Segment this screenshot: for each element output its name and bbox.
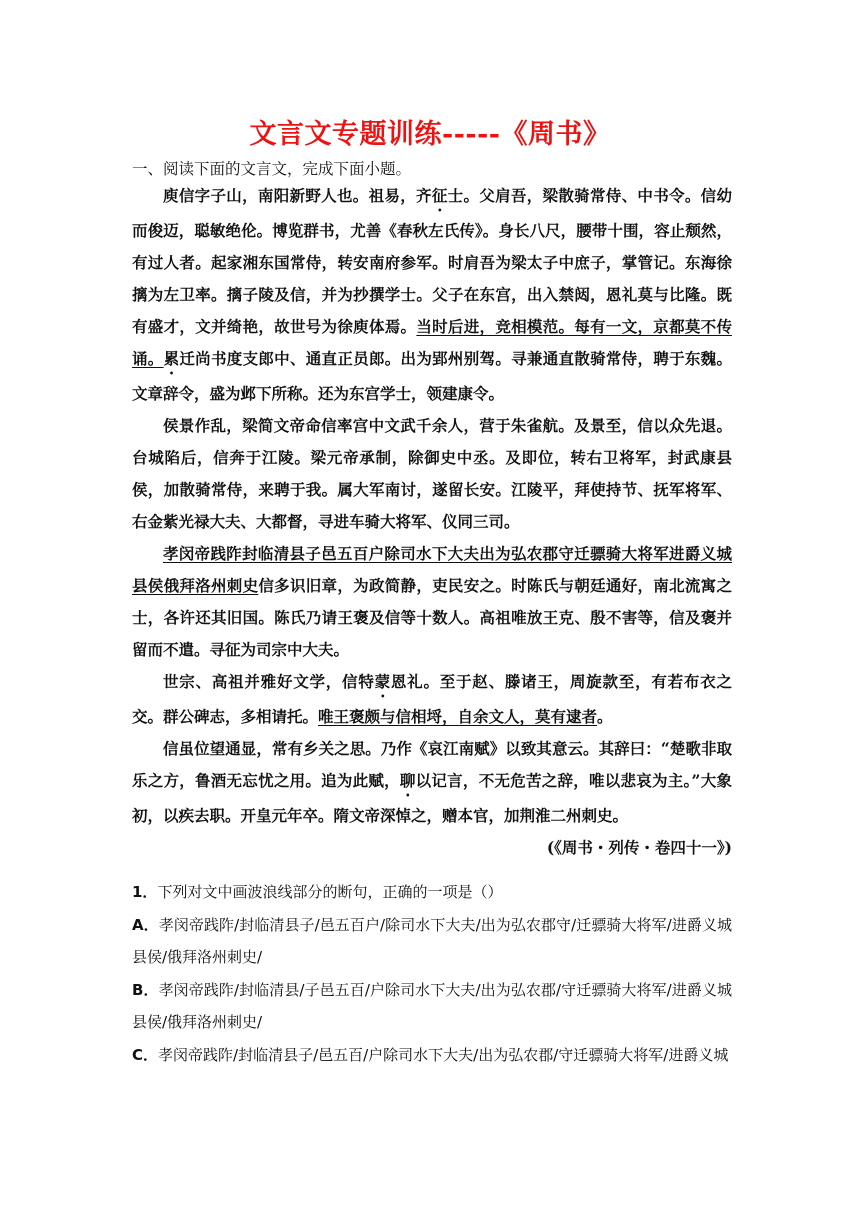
question-block — [132, 876, 732, 1071]
emphasized-char: 蒙 — [374, 672, 391, 691]
question-1 — [132, 876, 732, 909]
text-span: 以记言，不无危苦之辞，唯以悲哀为主。”大象初，以疾去职。开皇元年卒。隋文帝深悼之，赠本官，加荆淮二州刺史。 — [132, 771, 732, 825]
option-b — [132, 974, 732, 1039]
option-label: B． — [132, 980, 159, 999]
option-label: A． — [132, 915, 159, 934]
option-c — [132, 1039, 732, 1072]
passage-text — [132, 180, 732, 864]
passage-source: (《周书・列传・卷四十一》) — [546, 838, 732, 857]
option-text: 孝闵帝践阼/封临清县子/邑五百户/除司水下大夫/出为弘农郡守/迁骠骑大将军/进爵义城县侯/俄拜洛州刺史/ — [132, 915, 733, 966]
option-a — [132, 909, 732, 974]
emphasized-char: 征 — [431, 186, 448, 205]
document-title: 文言文专题训练-----《周书》 — [249, 119, 611, 150]
text-span: 迁尚书度支郎中、通直正员郎。出为郢州别驾。寻兼通直散骑常侍，聘于东魏。文章辞令，盛为邺下所称。还为东宫学士，领建康令。 — [132, 349, 732, 403]
text-span: 。 — [597, 707, 613, 726]
text-span: 恩礼。至于赵、滕诸王，周旋款至，有若布衣之交。群公碑志，多相请托。 — [132, 672, 732, 726]
text-span: 信多识旧章，为政简静，吏民安之。时陈氏与朝廷通好，南北流寓之士，各许还其旧国。陈氏乃请王褒及信等十数人。高祖唯放王克、殷不害等，信及褒并留而不遣。寻征为司宗中大夫。 — [132, 576, 732, 659]
passage-paragraph-2: 侯景作乱，梁简文帝命信率宫中文武千余人，营于朱雀航。及景至，信以众先退。台城陷后，信奔于江陵。梁元帝承制，除御史中丞。及即位，转右卫将军，封武康县侯，加散骑常侍，来聘于我。属大军南讨，遂留长安。江陵平，拜使持节、抚军将军、右金紫光禄大夫、大都督，寻进车骑大将军、仪同三司。 — [132, 416, 732, 531]
underlined-sentence: 唯王褒颇与信相埒，自余文人，莫有逮者 — [318, 707, 598, 726]
passage-paragraph-1 — [132, 180, 732, 410]
question-stem: 下列对文中画波浪线部分的断句，正确的一项是（） — [157, 883, 503, 901]
text-span: 庾信字子山，南阳新野人也。祖易，齐 — [163, 186, 432, 205]
section-heading: 一、阅读下面的文言文，完成下面小题。 — [132, 160, 412, 178]
text-span: 士。父肩吾，梁散骑常侍、中书令。信幼而俊迈，聪敏绝伦。博览群书，尤善《春秋左氏传》。身长八尺，腰带十围，容止颓然，有过人者。起家湘东国常侍，转安南府参军。时肩吾为梁太子中庶子，掌管记。东海徐摛为左卫率。摛子陵及信，并为抄撰学士。父子在东宫，出入禁闼，恩礼莫与比隆。既有盛才，文并绮艳，故世号为徐庾体焉。 — [132, 186, 732, 336]
text-span: 信虽位望通显，常有乡关之思。乃作《哀江南赋》以致其意云。其辞曰：“楚歌非取乐之方，鲁酒无忘忧之用。追为此赋， — [132, 739, 732, 790]
emphasized-char: 聊 — [399, 771, 416, 790]
passage-paragraph-4 — [132, 666, 732, 733]
wavy-underlined-sentence: 孝闵帝践阼封临清县子邑五百户除司水下大夫出为弘农郡守迁骠骑大将军进爵义城县侯俄拜洛州刺史 — [132, 544, 732, 595]
passage-paragraph-5 — [132, 733, 732, 832]
text-span: 世宗、高祖并雅好文学，信特 — [163, 672, 375, 691]
option-label: C． — [132, 1045, 159, 1064]
question-number: 1． — [132, 883, 158, 901]
emphasized-char: 累 — [163, 349, 180, 368]
passage-paragraph-3 — [132, 538, 732, 666]
underlined-sentence: 当时后进，竞相模范。每有一文，京都莫不传诵。 — [132, 317, 732, 368]
option-text: 孝闵帝践阼/封临清县子/邑五百/户除司水下大夫/出为弘农郡/守迁骠骑大将军/进爵义城 — [158, 1045, 729, 1064]
option-text: 孝闵帝践阼/封临清县/子邑五百/户除司水下大夫/出为弘农郡/守迁骠骑大将军/进爵义城县侯/俄拜洛州刺史/ — [132, 980, 733, 1031]
